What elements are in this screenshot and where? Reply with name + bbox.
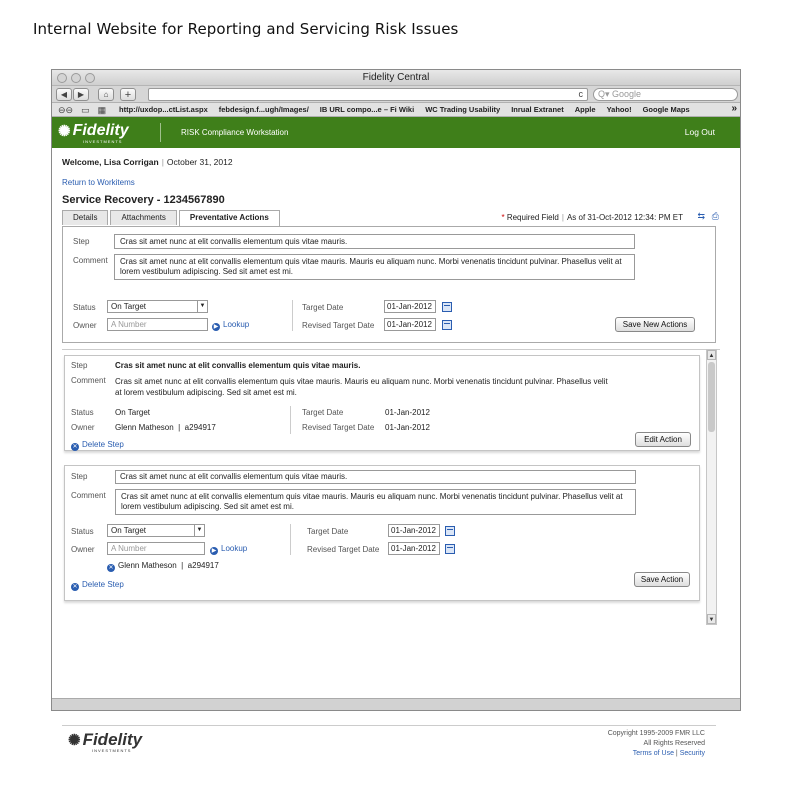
arrow-circle-icon: ▶ — [211, 548, 217, 554]
step-input[interactable]: Cras sit amet nunc at elit convallis elementum quis vitae mauris. — [115, 470, 636, 484]
bookmarks-bar — [52, 103, 740, 117]
status-select[interactable] — [107, 524, 205, 537]
step-input[interactable]: Cras sit amet nunc at elit convallis elementum quis vitae mauris. — [114, 234, 635, 249]
welcome-name: Welcome, Lisa Corrigan — [62, 157, 159, 167]
target-date-value: 01-Jan-2012 — [385, 408, 430, 417]
chevron-down-icon: ▼ — [194, 525, 204, 536]
delete-x-icon: ✕ — [72, 584, 78, 590]
search-input[interactable] — [593, 88, 738, 101]
target-date-input[interactable]: 01-Jan-2012 — [384, 300, 436, 313]
step-label: Step — [71, 361, 88, 370]
bookmark-item[interactable]: Yahoo! — [606, 105, 632, 114]
status-value: On Target — [115, 408, 150, 417]
step-label: Step — [73, 237, 90, 246]
required-field-note: * Required Field | As of 31-Oct-2012 12:34: PM ET — [501, 213, 683, 222]
lookup-label: Lookup — [221, 544, 248, 553]
reading-list-icon[interactable]: ⊖⊖ — [58, 105, 74, 115]
forward-arrow-icon: ▶ — [77, 90, 85, 99]
bookmark-item[interactable]: IB URL compo...e – Fi Wiki — [319, 105, 415, 114]
actions-scroll-area[interactable] — [62, 349, 720, 625]
comment-textarea[interactable]: Cras sit amet nunc at elit convallis elementum quis vitae mauris. Mauris eu aliquam nunc. Morbi venenatis tincidunt pulvinar. Phasellus velit at lorem vestibulum adipiscing. Sed sit amet est mi. — [114, 254, 635, 280]
owner-input[interactable] — [107, 318, 208, 331]
search-placeholder: Google — [612, 89, 642, 99]
window-title: Fidelity Central — [362, 72, 430, 83]
header-divider — [160, 123, 161, 142]
owner-value: Glenn Matheson | a294917 — [115, 423, 216, 432]
fidelity-burst-icon: ✺ — [58, 123, 71, 140]
lookup-label: Lookup — [223, 320, 250, 329]
page-caption: Internal Website for Reporting and Servicing Risk Issues — [33, 20, 459, 38]
step-value: Cras sit amet nunc at elit convallis elementum quis vitae mauris. — [115, 361, 361, 370]
comment-label: Comment — [71, 376, 106, 385]
bookmark-item[interactable]: Apple — [574, 105, 596, 114]
footer-logo-text: Fidelity — [82, 730, 143, 749]
copyright-block: Copyright 1995-2009 FMR LLC All Rights Reserved Terms of Use | Security — [607, 730, 705, 757]
status-label: Status — [71, 408, 94, 417]
tab-bar — [62, 210, 282, 226]
required-field-label: Required Field — [506, 213, 559, 222]
target-date-input[interactable]: 01-Jan-2012 — [388, 524, 440, 537]
comment-label: Comment — [71, 491, 106, 500]
status-value: On Target — [111, 526, 146, 535]
chevron-down-icon: ▼ — [197, 301, 207, 312]
vertical-scrollbar[interactable] — [706, 349, 717, 625]
comment-textarea[interactable]: Cras sit amet nunc at elit convallis elementum quis vitae mauris. Mauris eu aliquam nunc. Morbi venenatis tincidunt pulvinar. Phasellus velit at lorem vestibulum adipiscing. Sed sit amet est mi. — [115, 489, 636, 515]
more-bookmarks-icon[interactable]: » — [731, 103, 737, 114]
remove-owner-link[interactable] — [107, 561, 118, 570]
bookmark-item[interactable]: http://uxdop...ctList.aspx — [119, 105, 208, 114]
target-date-label: Target Date — [302, 408, 344, 417]
home-button[interactable] — [98, 88, 114, 101]
owner-placeholder: A Number — [111, 544, 147, 553]
terms-of-use-link[interactable]: Terms of Use — [632, 750, 674, 757]
logo-text: Fidelity — [72, 122, 129, 139]
rights-text: All Rights Reserved — [643, 740, 705, 747]
delete-step-label: Delete Step — [82, 580, 124, 589]
bookmark-item[interactable]: Google Maps — [642, 105, 690, 114]
owner-label: Owner — [71, 423, 95, 432]
edit-action-button[interactable]: Edit Action — [635, 432, 691, 447]
owner-chip-label: Glenn Matheson | a294917 — [118, 561, 219, 570]
scroll-up-icon[interactable]: ▲ — [707, 350, 716, 360]
calendar-icon[interactable] — [445, 544, 455, 554]
page-title: Service Recovery - 1234567890 — [62, 194, 225, 206]
security-link[interactable]: Security — [679, 750, 705, 757]
back-button[interactable] — [56, 88, 72, 101]
welcome-date: October 31, 2012 — [166, 157, 233, 167]
owner-label: Owner — [71, 545, 95, 554]
revised-target-date-label: Revised Target Date — [307, 545, 380, 554]
logout-link[interactable]: Log Out — [684, 127, 715, 137]
delete-step-link[interactable] — [71, 440, 124, 451]
as-of-timestamp: As of 31-Oct-2012 12:34: PM ET — [566, 213, 683, 222]
revised-target-date-label: Revised Target Date — [302, 423, 375, 432]
remove-x-icon: ✕ — [108, 565, 114, 571]
welcome-line: Welcome, Lisa Corrigan | October 31, 2012 — [62, 157, 233, 167]
status-select[interactable] — [107, 300, 208, 313]
revised-target-date-label: Revised Target Date — [302, 321, 375, 330]
back-arrow-icon: ◀ — [60, 90, 68, 99]
app-title: RISK Compliance Workstation — [181, 128, 289, 137]
tab-attachments[interactable]: Attachments — [110, 210, 176, 225]
calendar-icon[interactable] — [445, 526, 455, 536]
owner-input[interactable] — [107, 542, 205, 555]
calendar-icon[interactable] — [442, 302, 452, 312]
logo-subtext: INVESTMENTS — [83, 139, 123, 144]
owner-placeholder: A Number — [111, 320, 147, 329]
comment-value: Cras sit amet nunc at elit convallis elementum quis vitae mauris. Mauris eu aliquam nunc. Morbi venenatis tincidunt pulvinar. Phasellus velit at lorem vestibulum adipiscing. Sed sit amet est mi. — [115, 377, 608, 397]
search-icon: Q▾ — [598, 89, 613, 99]
bookmarks-book-icon[interactable]: ▭ — [81, 105, 90, 115]
delete-x-icon: ✕ — [72, 444, 78, 450]
print-icon[interactable]: ⎙ — [711, 211, 719, 221]
refresh-icon[interactable]: ⇆ — [697, 211, 705, 221]
lookup-link[interactable] — [210, 544, 247, 555]
footer-fidelity-logo[interactable] — [68, 730, 142, 750]
reload-icon[interactable]: c — [578, 89, 583, 99]
tab-details[interactable]: Details — [62, 210, 108, 225]
return-to-workitems-link[interactable]: Return to Workitems — [62, 178, 135, 187]
arrow-circle-icon: ▶ — [213, 324, 219, 330]
fidelity-burst-icon: ✺ — [68, 732, 81, 749]
new-action-panel — [62, 226, 716, 343]
delete-step-label: Delete Step — [82, 440, 124, 449]
target-date-label: Target Date — [307, 527, 349, 536]
forward-button[interactable] — [73, 88, 89, 101]
step-label: Step — [71, 472, 88, 481]
scroll-down-icon[interactable]: ▼ — [707, 614, 716, 624]
fidelity-logo[interactable] — [58, 122, 129, 140]
delete-step-link[interactable] — [71, 580, 124, 591]
comment-label: Comment — [73, 256, 108, 265]
action-card — [64, 465, 700, 601]
save-new-actions-button[interactable]: Save New Actions — [615, 317, 695, 332]
top-sites-grid-icon[interactable]: ▦ — [97, 105, 107, 115]
revised-target-date-value: 01-Jan-2012 — [385, 423, 430, 432]
window-status-bar — [52, 698, 740, 710]
app-header — [52, 117, 740, 148]
lookup-link[interactable] — [212, 320, 249, 331]
url-input[interactable] — [148, 88, 588, 101]
status-value: On Target — [111, 302, 146, 311]
bookmark-item[interactable]: febdesign.f...ugh/Images/ — [218, 105, 309, 114]
window-titlebar — [52, 70, 740, 86]
status-label: Status — [71, 527, 94, 536]
calendar-icon[interactable] — [442, 320, 452, 330]
plus-icon: + — [124, 88, 132, 101]
bookmark-item[interactable]: WC Trading Usability — [425, 105, 501, 114]
scrollbar-thumb[interactable] — [708, 362, 715, 432]
copyright-text: Copyright 1995-2009 FMR LLC — [607, 730, 705, 737]
owner-label: Owner — [73, 321, 97, 330]
footer-divider — [62, 725, 716, 726]
field-divider — [292, 300, 293, 331]
footer-logo-subtext: INVESTMENTS — [92, 748, 132, 753]
revised-target-date-input[interactable]: 01-Jan-2012 — [388, 542, 440, 555]
owner-chip — [107, 561, 219, 572]
home-icon: ⌂ — [103, 90, 109, 99]
status-label: Status — [73, 303, 96, 312]
save-action-button[interactable]: Save Action — [634, 572, 690, 587]
bookmark-item[interactable]: Inrual Extranet — [511, 105, 564, 114]
field-divider — [290, 524, 291, 555]
new-tab-button[interactable] — [120, 88, 136, 101]
target-date-label: Target Date — [302, 303, 344, 312]
action-card — [64, 355, 700, 451]
revised-target-date-input[interactable]: 01-Jan-2012 — [384, 318, 436, 331]
bookmark-items — [119, 105, 690, 114]
browser-toolbar — [52, 86, 740, 103]
tab-preventative-actions[interactable]: Preventative Actions — [179, 210, 280, 226]
browser-window — [51, 69, 741, 757]
field-divider — [290, 406, 291, 434]
